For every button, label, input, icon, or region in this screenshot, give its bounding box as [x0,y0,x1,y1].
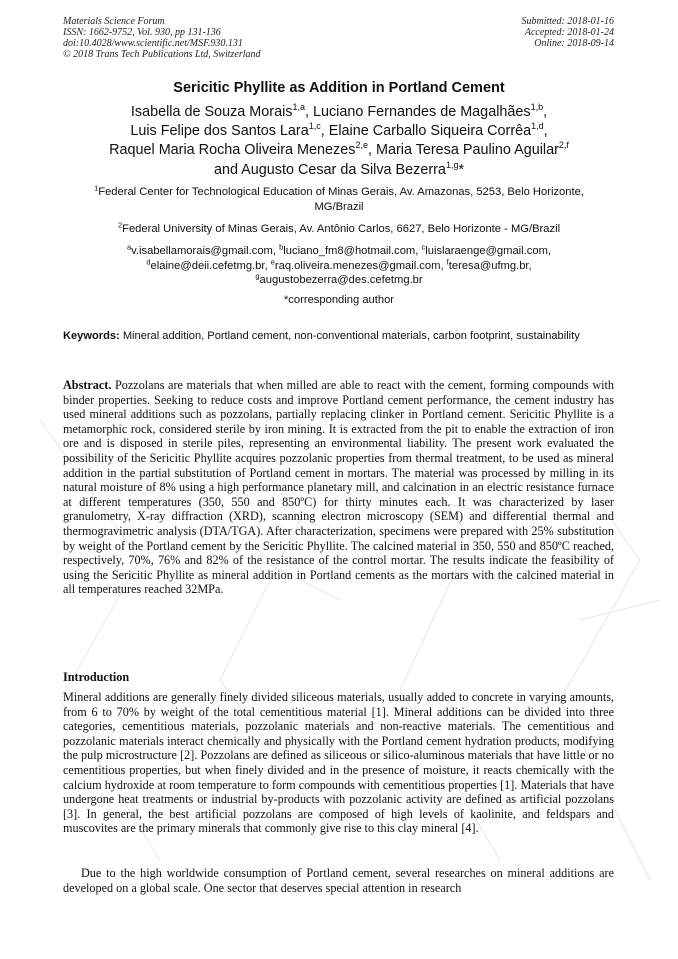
affiliation-2: $^2$Federal University of Minas Gerais, Av. Antônio Carlos, 6627, Belo Horizonte - MG/Brazil [117,220,561,235]
email-list [70,244,608,288]
introduction-paragraph-2: Due to the high worldwide consumption of Portland cement, several researches on mineral additions are developed on a global scale. One sector that deserves special attention in research [63,866,614,895]
submitted-date: Submitted: 2018-01-16 [521,16,614,27]
keywords [63,329,614,343]
email-d: $^d$elaine@deii.cefetmg.br, [146,256,271,272]
online-date: Online: 2018-09-14 [534,38,614,49]
author-2: Luciano Fernandes de Magalhães$^{1,b}$, [312,102,548,120]
accepted-date: Accepted: 2018-01-24 [524,27,614,38]
abstract [63,378,614,597]
author-3: Luis Felipe dos Santos Lara$^{1,c}$, [130,121,329,140]
author-1: Isabella de Souza Morais$^{1,a}$, [130,102,313,120]
keywords-text: Mineral addition, Portland cement, non-conventional materials, carbon footprint, sustainability [122,330,580,342]
issn-line: ISSN: 1662-9752, Vol. 930, pp 131-136 [63,27,221,38]
publication-dates [522,16,615,49]
abstract-label: Abstract. [63,378,112,392]
email-f: $^f$teresa@ufmg.br, [446,256,532,272]
affiliation-1: $^1$Federal Center for Technological Education of Minas Gerais, Av. Amazonas, 5253, Belo Horizonte, MG/Brazil [94,183,584,213]
corresponding-author-note: *corresponding author [283,294,395,306]
email-a: $^a$v.isabellamorais@gmail.com, [126,242,280,257]
keywords-label: Keywords: [63,330,120,342]
email-g: $^g$augustobezerra@des.cefetmg.br [255,271,423,286]
paper-title: Sericitic Phyllite as Addition in Portland Cement [173,80,505,96]
journal-info [63,16,261,60]
author-4: Elaine Carballo Siqueira Corrêa$^{1,d}$, [328,121,548,140]
journal-name: Materials Science Forum [63,16,165,27]
email-c: $^c$luislaraenge@gmail.com, [421,242,552,257]
author-7: and Augusto Cesar da Silva Bezerra$^{1,g}$* [213,159,465,178]
email-b: $^b$luciano_fm8@hotmail.com, [279,242,422,257]
doi-line: doi:10.4028/www.scientific.net/MSF.930.131 [63,38,243,49]
section-heading-introduction: Introduction [63,670,130,684]
author-6: Maria Teresa Paulino Aguilar$^{2,f}$ [375,140,569,159]
author-5: Raquel Maria Rocha Oliveira Menezes$^{2,e}$, [109,140,376,159]
email-e: $^e$raq.oliveira.menezes@gmail.com, [270,256,447,272]
abstract-text: Pozzolans are materials that when milled are able to react with the cement, forming compounds with binder properties. Seeking to reduce costs and improve Portland cement performance, the cement industry has used mineral additions such as pozzolans, partially replacing clinker in Portland cement. Sericitic Phyllite is a metamorphic rock, considered sterile by iron mining. It is extracted from the pit to enable the extraction of iron ore and is disposed in sterile piles, representing an environmental liability. The present work evaluated the possibility of the Sericitic Phyllite acquires pozzolanic properties from thermal treatment, to be used as mineral addition in the partial substitution of Portland cement in mortars. The material was processed by milling in its natural moisture of 8% using a high performance planetary mill, and calcination in an electric resistance furnace at different temperatures (350, 550 and 850ºC) for thirty minutes each. It was characterized by laser granulometry, X-ray diffraction (XRD), scanning electron microscopy (SEM) and differential thermal and thermogravimetric analysis (DTA/TGA). After characterization, specimens were prepared with 25% substitution by weight of the Portland cement by the Sericitic Phyllite. The calcined material in 350, 550 and 850ºC reached, respectively, 70%, 76% and 82% of the resistance of the control mortar. The results indicate the feasibility of using the Sericitic Phyllite as mineral addition in Portland cements as the mortars with the calcined material in all temperatures reached 32MPa. [63,378,615,597]
copyright-line: © 2018 Trans Tech Publications Ltd, Switzerland [63,49,261,60]
introduction-paragraph-1: Mineral additions are generally finely divided siliceous materials, usually added to concrete in varying amounts, from 6 to 70% by weight of the total cementitious material [1]. Mineral additions can be divided into three categories, cementitious materials, pozzolanic materials and non-reactive materials. The cementitious and pozzolanic materials interact chemically and physically with the Portland cement hydration products, modifying the pulp microstructure [2]. Pozzolans are defined as siliceous or silico-aluminous materials that have little or no cementitious properties, but when finely divided and in the presence of moisture, it reacts chemically with the calcium hydroxide at room temperature to form compounds with cementitious properties [1]. Materials that have undergone heat treatments or industrial by-products with pozzolanic activity are defined as artificial pozzolans [3]. In general, the best artificial pozzolans are composed of high levels of kaolinite, and feldspars and muscovites are the primary minerals that commonly give rise to this clay mineral [4]. [63,690,614,836]
author-list [60,103,618,180]
